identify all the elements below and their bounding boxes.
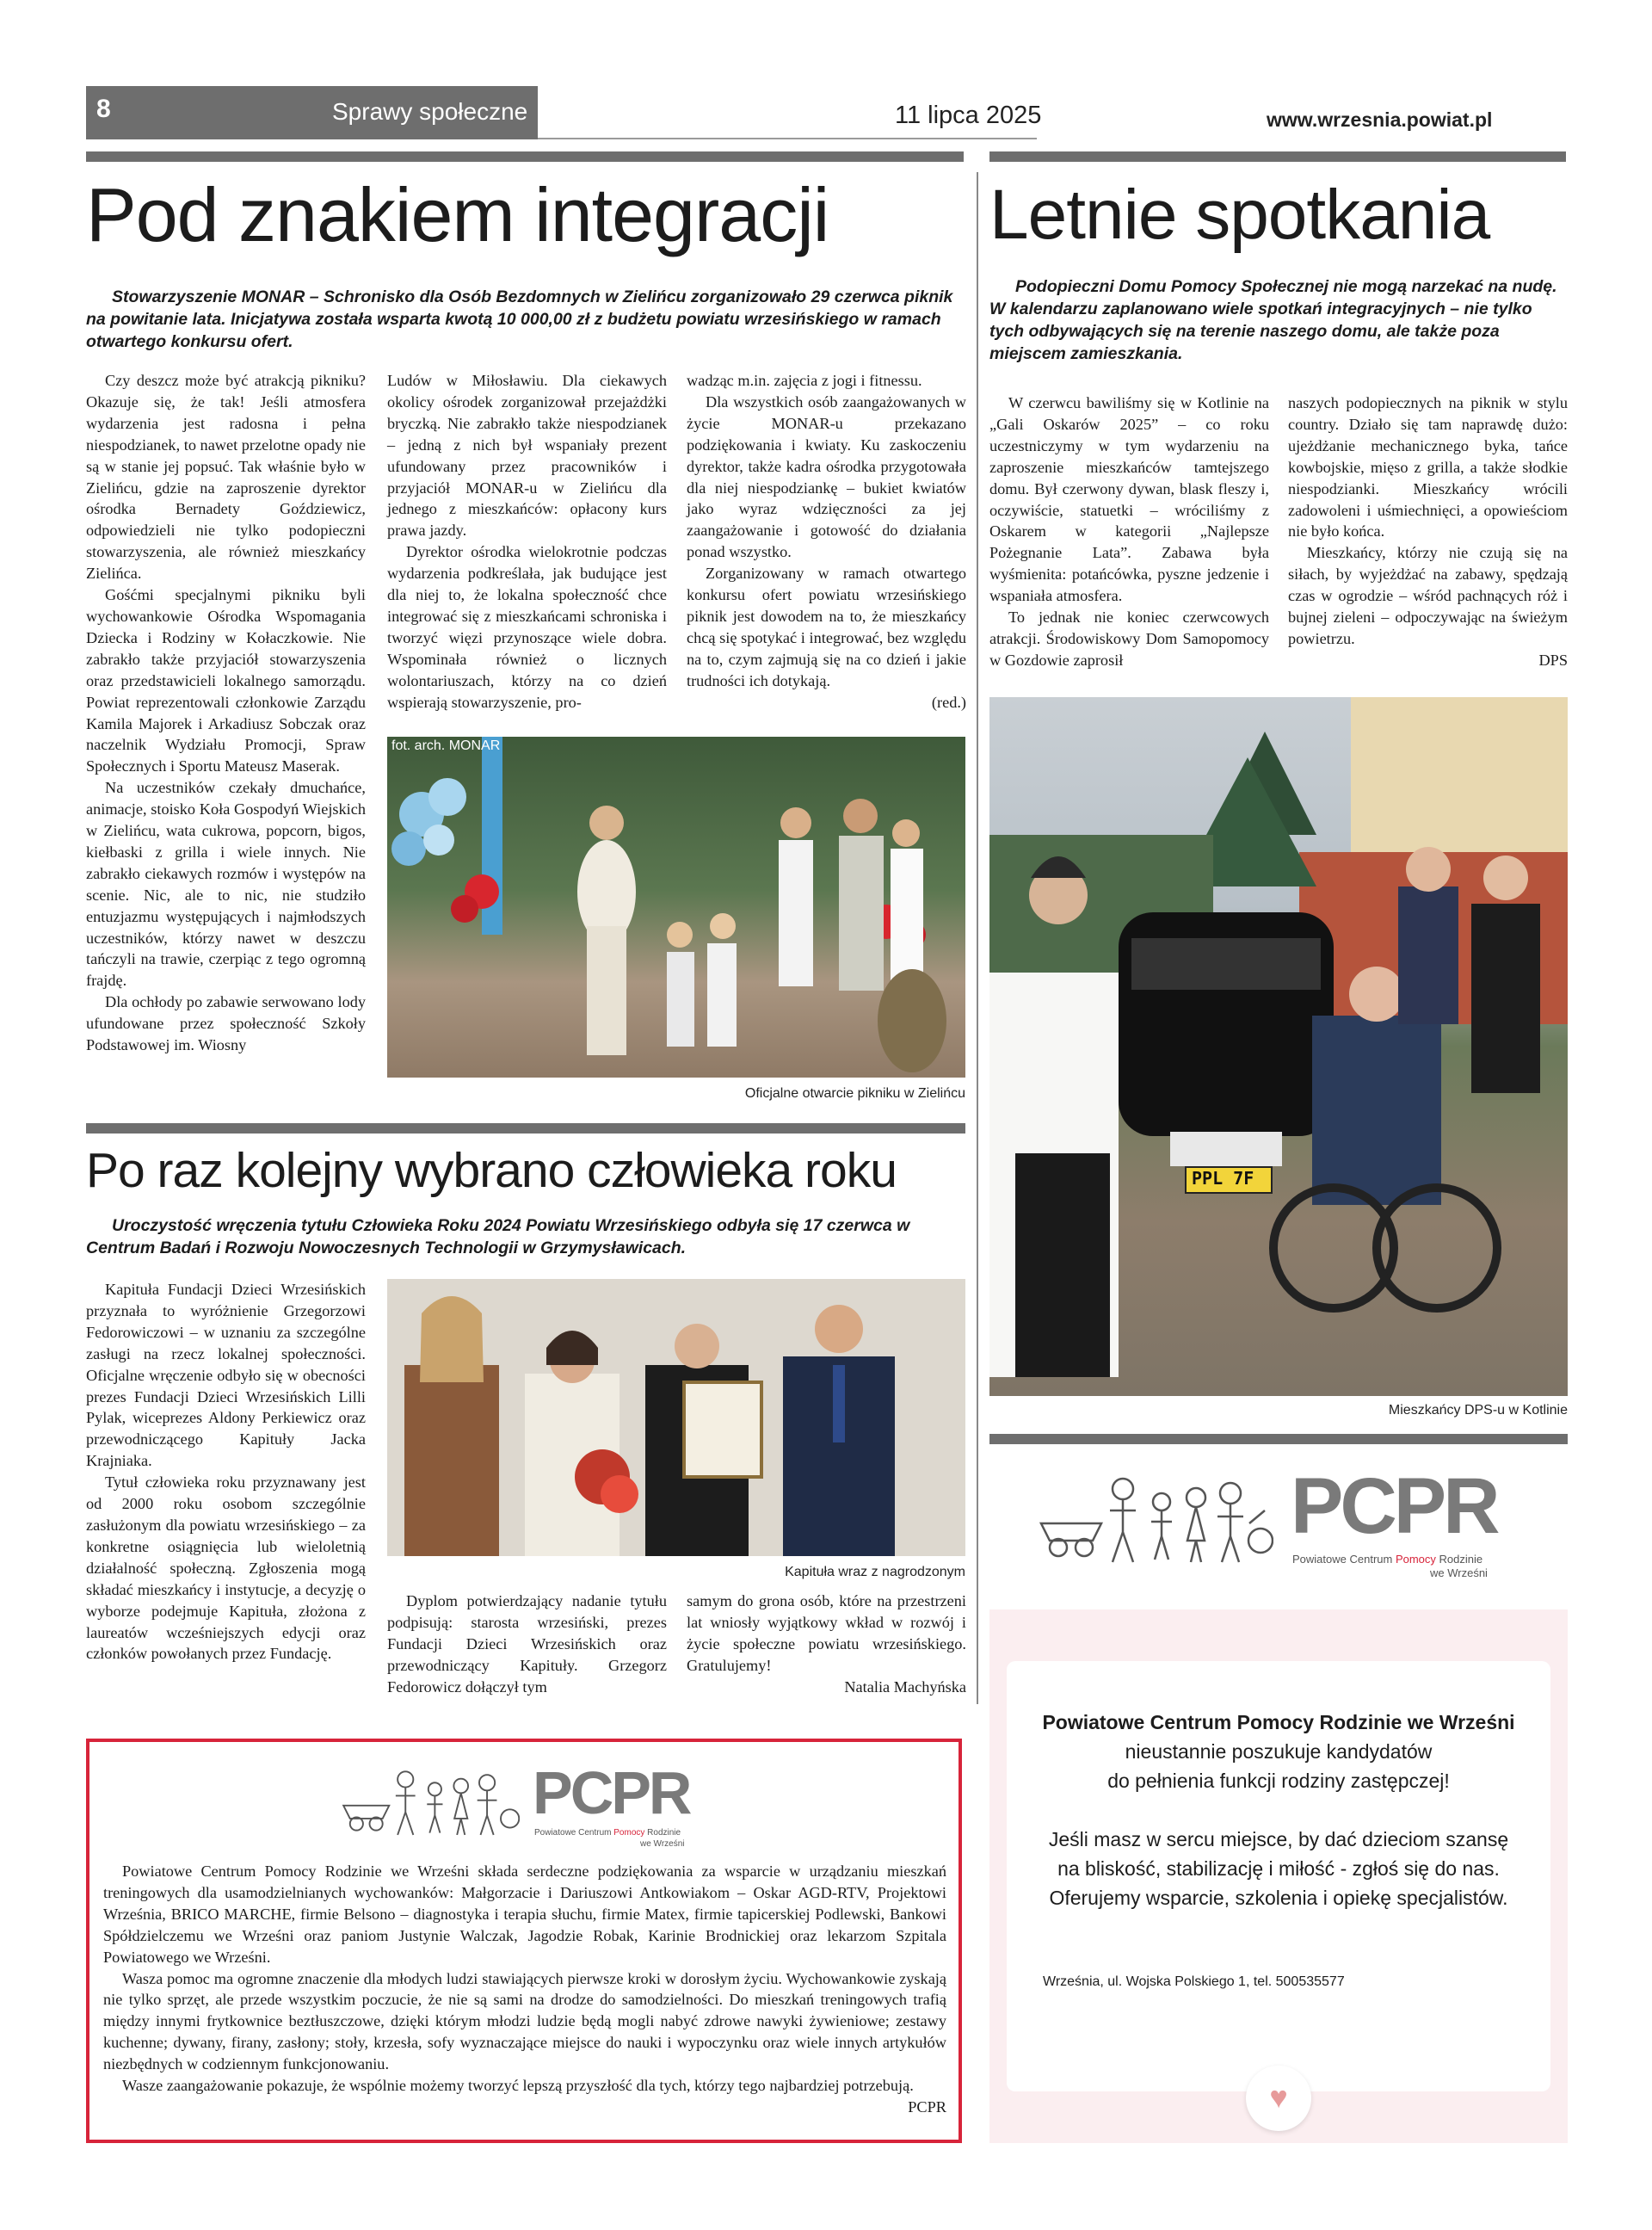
ad-line-4: na bliskość, stabilizację i miłość - zgłoś się do nas. (1057, 1857, 1500, 1880)
license-plate: PPL 7F (1192, 1168, 1254, 1189)
picnic-photo (387, 737, 965, 1078)
picnic-scene-illustration (387, 737, 965, 1078)
article2-col1 (989, 392, 1269, 671)
article2-title: Letnie spotkania (989, 176, 1490, 254)
article1-col3 (687, 370, 966, 713)
article3-lead: Uroczystość wręczenia tytułu Człowieka Roku 2024 Powiatu Wrzesińskiego odbyła się 17 czerwca w Centrum Badań i Rozwoju Nowoczesnych Technologii w Grzymysławicach. (86, 1216, 910, 1257)
pcpr-logo-subtitle (1292, 1553, 1482, 1566)
pcpr-subtitle-part2: Rodzinie (1435, 1553, 1483, 1566)
pcpr-logo-right (1024, 1463, 1540, 1584)
paragraph: Wasza pomoc ma ogromne znaczenie dla młodych ludzi stawiających pierwsze kroki w dorosłym życiu. Wychowankowie zyskają nie tylko sprzęt, ale przede wszystkim poczucie, że nie są sami na drodze do samodzielności. Do mieszkań treningowych trafią między innymi frytkownice beztłuszczowe, dzięki którym młodzi ludzie będą mogli nabyć zdrowe nawyki żywieniowe; zestawy kuchenne; dywany, firany, zasłony; stoły, krzesła, sofy wyznaczające miejsce do nauki i wypoczynku oraz wiele innych artykułów niezbędnych w codziennym funkcjonowaniu. (103, 1969, 946, 2073)
heart-icon: ♥ (1269, 2079, 1288, 2115)
article3-col2 (387, 1591, 667, 1698)
thanks-box (86, 1739, 962, 2143)
top-rule-left (86, 151, 964, 162)
pcpr-logo-letters: PCPR (533, 1759, 690, 1826)
column-divider (977, 172, 978, 1704)
paragraph: Zorganizowany w ramach otwartego konkursu ofert powiatu wrzesińskiego piknik jest dowodem na to, że mieszkańcy chcą się spotykać i integrować, bez względu na to, czym zajmują się na co dzień i jakie trudności ich dotykają. (687, 565, 966, 689)
paragraph: Kapituła Fundacji Dzieci Wrzesińskich przyznała to wyróżnienie Grzegorzowi Fedorowiczowi – w uznaniu za szczególne zasługi na rzecz lokalnej społeczności. Oficjalne wręczenie odbyło się w obecności prezes Fundacji Dzieci Wrzesińskich Lilli Pylak, wiceprezes Aldony Perkiewicz oraz przewodniczącego Kapituły Jacka Krajniaka. (86, 1281, 366, 1470)
article3-col1 (86, 1279, 366, 1665)
ad-line-5: Oferujemy wsparcie, szkolenia i opiekę specjalistów. (1049, 1887, 1508, 1909)
paragraph: Dla ochłody po zabawie serwowano lody ufundowane przez społeczność Szkoły Podstawowej im. Wiosny (86, 993, 366, 1054)
ad-line-1: nieustannie poszukuje kandydatów (1125, 1740, 1433, 1763)
family-drawing-icon (330, 1759, 520, 1845)
thanks-signature: PCPR (908, 2097, 946, 2116)
paragraph: Dla wszystkich osób zaangażowanych w życie MONAR-u przekazano podziękowania i kwiaty. Ku zaskoczeniu dyrektor, także kadra ośrodka przygotowała dla niej niespodziankę – bukiet kwiatów jako wyraz wdzięczności za jej zaangażowanie i gotowość do działania ponad wszystko. (687, 392, 966, 561)
article2-col2 (1288, 392, 1568, 671)
paragraph: Ludów w Miłosławiu. Dla ciekawych okolicy ośrodek zorganizował przejażdżki bryczką. Nie zabrakło także niespodzianek – jedną z nich był wspaniały prezent ufundowany przez pracowników i przyjaciół MONAR-u w Zielińcu dla jednego z mieszkańców: opłacony kurs prawa jazdy. (387, 372, 667, 540)
paragraph: samym do grona osób, które na przestrzeni lat wniosły wyjątkowy wkład w rozwój i życie społeczne powiatu wrzesińskiego. Gratulujemy! (687, 1592, 966, 1674)
dps-scene-illustration (989, 697, 1568, 1396)
pcpr-logo-subtitle (534, 1828, 681, 1838)
pcpr-logo-box (330, 1759, 709, 1854)
paragraph: To jednak nie koniec czerwcowych atrakcji. Środowiskowy Dom Samopomocy w Gozdowie zaprosił (989, 608, 1269, 669)
paragraph: Tytuł człowieka roku przyznawany jest od 2000 roku osobom szczególnie zasłużonym dla powiatu wrzesińskiego – za konkretne osiągnięcia lub wieloletnią działalność społeczną. Zgłoszenia mogą składać mieszkańcy i instytucje, a decyzję o wyborze podejmuje Kapituła, złożona z laureatów wcześniejszych edycji oraz członków powołanych przez Fundację. (86, 1473, 366, 1663)
right-separator (989, 1434, 1568, 1444)
paragraph: Wasze zaangażowanie pokazuje, że wspólnie możemy tworzyć lepszą przyszłość dla tych, którzy tego najbardziej potrzebują. (122, 2077, 914, 2095)
article1-col2 (387, 370, 667, 713)
pcpr-subtitle-accent: Pomocy (613, 1828, 645, 1838)
pcpr-logo-subtitle-2: we Wrześni (640, 1839, 685, 1849)
website[interactable]: www.wrzesnia.powiat.pl (1267, 108, 1493, 131)
ad-line-2: do pełnienia funkcji rodziny zastępczej! (1107, 1770, 1450, 1792)
paragraph: Dyrektor ośrodka wielokrotnie podczas wydarzenia podkreślała, jak budujące jest dla niej to, że lokalna społeczność chce integrować się z mieszkańcami schroniska i tworzyć więzi przynoszące wiele dobra. Wspominała również o licznych wolontariuszach, którzy na co dzień wspierają stowarzyszenie, pro- (387, 543, 667, 711)
pcpr-subtitle-part2: Rodzinie (644, 1828, 681, 1838)
article1-col1 (86, 370, 366, 1056)
pcpr-subtitle-part1: Powiatowe Centrum (534, 1828, 614, 1838)
article3-col3 (687, 1591, 966, 1698)
issue-date: 11 lipca 2025 (895, 102, 1042, 129)
paragraph: Gośćmi specjalnymi pikniku byli wychowankowie Ośrodka Wspomagania Dziecka i Rodziny w Kołaczkowie. Nie zabrakło także przyjaciół stowarzyszenia oraz przedstawicieli lokalnego samorządu. Powiat reprezentowali członkowie Zarządu Kamila Majorek i Arkadiusz Sobczak oraz naczelnik Wydziału Promocji, Spraw Społecznych i Sportu Mateusz Maserak. (86, 586, 366, 775)
article3-title: Po raz kolejny wybrano człowieka roku (86, 1143, 897, 1198)
thanks-text (103, 1861, 946, 2118)
section-name: Sprawy społeczne (332, 98, 528, 125)
article1-signature: (red.) (931, 693, 966, 711)
pcpr-subtitle-part1: Powiatowe Centrum (1292, 1553, 1396, 1566)
paragraph: Mieszkańcy, którzy nie czują się na siłach, by wyjeżdżać na zabawy, spędzają czas w ogrodzie – wśród pachnących róż i bujnej zieleni – odpoczywając na świeżym powietrzu. (1288, 544, 1568, 647)
paragraph: Dyplom potwierdzający nadanie tytułu podpisują: starosta wrzesiński, prezes Fundacji Dzieci Wrzesińskich oraz przewodniczący Kapituły. Grzegorz Fedorowicz dołączył tym (387, 1592, 667, 1696)
picnic-photo-caption: Oficjalne otwarcie pikniku w Zielińcu (744, 1086, 965, 1101)
article2-signature: DPS (1538, 651, 1568, 669)
ad-address: Września, ul. Wojska Polskiego 1, tel. 500535577 (1043, 1974, 1345, 1989)
top-rule-right (989, 151, 1566, 162)
paragraph: Powiatowe Centrum Pomocy Rodzinie we Wrześni składa serdeczne podziękowania za wsparcie w urządzaniu mieszkań treningowych dla usamodzielnianych wychowanków: Małgorzacie i Dariuszowi Antkowiakom – Oskar AGD-RTV, Projektowi Września, BRICO MARCHE, firmie Belsono – diagnostyka i terapia słuchu, firmie Matex, firmie tapicerskiej Podlewski, Bankowi Spółdzielczemu we Wrześni oraz paniom Justynie Walczak, Jagodzie Robak, Karinie Brodnickiej oraz lekarzom Szpitala Powiatowego we Wrześni. (103, 1862, 946, 1966)
paragraph: naszych podopiecznych na piknik w stylu country. Działo się tam naprawdę dużo: ujeżdżanie mechanicznego byka, tańce kowbojskie, mięso z grilla, a także słodkie niespodzianki. Mieszkańcy wrócili zadowoleni i uśmiechnięci, a opowieściom nie było końca. (1288, 394, 1568, 541)
award-ceremony-illustration (387, 1279, 965, 1556)
foster-family-ad (989, 1609, 1568, 2143)
paragraph: Na uczestników czekały dmuchańce, animacje, stoisko Koła Gospodyń Wiejskich w Zielińcu, wata cukrowa, popcorn, bigos, kiełbaski z grilla i wiele innych. Nie zabrakło ciekawych rozmów i występów na scenie. Nic, ale to nic, nie studziło entuzjazmu występujących i najmłodszych uczestników, którzy nawet w deszczu tańczyli na trawie, czerpiąc z tego ogromną frajdę. (86, 779, 366, 990)
paragraph: W czerwcu bawiliśmy się w Kotlinie na „Gali Oskarów 2025” – co roku uczestniczymy w tym wydarzeniu na zaproszenie mieszkańców tamtejszego domu. Był czerwony dywan, blask fleszy i, oczywiście, statuetki – wróciliśmy z Oskarem w kategorii „Najlepsze Pożegnanie Lata”. Zabawa była wyśmienita: potańcówka, pyszne jedzenie i wspaniała atmosfera. (989, 394, 1269, 605)
award-photo (387, 1279, 965, 1556)
family-drawing-icon (1024, 1463, 1273, 1575)
ad-line-3: Jeśli masz w sercu miejsce, by dać dzieciom szansę (1048, 1828, 1509, 1850)
pcpr-logo-letters: PCPR (1291, 1462, 1497, 1550)
article1-lead: Stowarzyszenie MONAR – Schronisko dla Osób Bezdomnych w Zielińcu zorganizowało 29 czerwca piknik na powitanie lata. Inicjatywa została wsparta kwotą 10 000,00 zł z budżetu powiatu wrzesińskiego w ramach otwartego konkursu ofert. (86, 287, 953, 351)
dps-photo-caption: Mieszkańcy DPS-u w Kotlinie (1388, 1403, 1568, 1418)
article3-signature: Natalia Machyńska (844, 1677, 966, 1696)
header-underline (538, 138, 1037, 139)
picnic-photo-credit: fot. arch. MONAR (391, 738, 501, 753)
award-photo-caption: Kapituła wraz z nagrodzonym (785, 1565, 965, 1579)
article2-lead: Podopieczni Domu Pomocy Społecznej nie mogą narzekać na nudę. W kalendarzu zaplanowano wiele spotkań integracyjnych – nie tylko tych odbywających się na terenie naszego domu, ale także poza miejscem zamieszkania. (989, 277, 1557, 363)
paragraph: Czy deszcz może być atrakcją pikniku? Okazuje się, że tak! Jeśli atmosfera wydarzenia jest radosna i pełna niespodzianek, to nawet przelotne opady nie są w stanie jej popsuć. Tak właśnie było w Zielińcu, gdzie na zaproszenie dyrektor ośrodka Bernadety Goździewicz, odpowiedzieli nie tylko podopieczni stowarzyszenia, ale również mieszkańcy Zielińca. (86, 372, 366, 583)
article-separator (86, 1123, 965, 1134)
dps-photo (989, 697, 1568, 1396)
ad-heading: Powiatowe Centrum Pomocy Rodzinie we Wrześni (1042, 1711, 1515, 1733)
article1-title: Pod znakiem integracji (86, 172, 829, 257)
pcpr-subtitle-accent: Pomocy (1395, 1553, 1436, 1566)
page-number: 8 (96, 95, 111, 123)
paragraph: wadząc m.in. zajęcia z jogi i fitnessu. (687, 372, 922, 389)
pcpr-logo-subtitle-2: we Wrześni (1430, 1566, 1488, 1579)
